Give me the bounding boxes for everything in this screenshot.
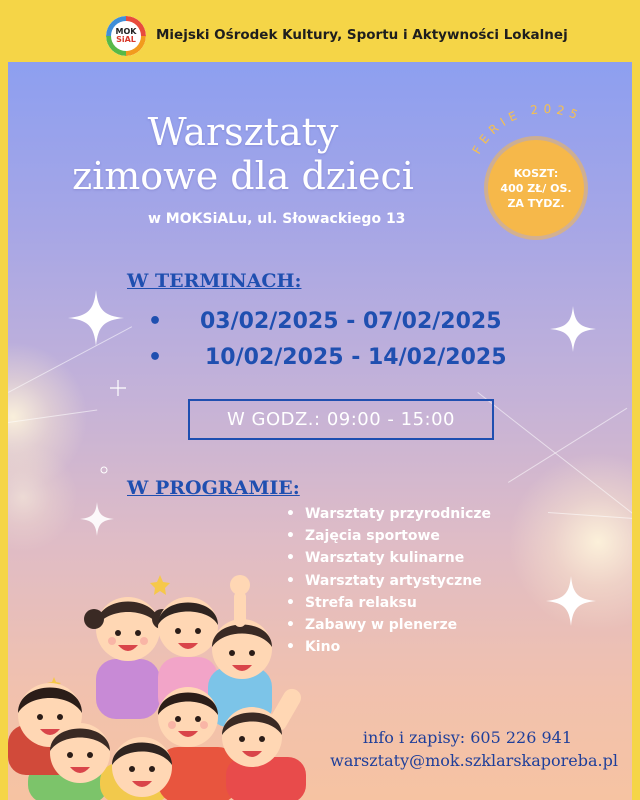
date-range-row <box>148 309 502 334</box>
mok-sial-logo <box>106 16 146 56</box>
program-item: • Warsztaty przyrodnicze <box>286 503 491 525</box>
sparkle-icon <box>80 502 114 536</box>
program-heading: W PROGRAMIE: <box>127 477 300 499</box>
hours-box: W GODZ.: 09:00 - 15:00 <box>188 399 494 440</box>
price-line-2: 400 ZŁ/ OS. <box>500 181 572 195</box>
date-range: 03/02/2025 - 07/02/2025 <box>200 309 502 334</box>
program-item: • Strefa relaksu <box>286 592 491 614</box>
logo-text-line1: MOK <box>115 27 137 36</box>
plus-sparkle-icon <box>110 380 126 396</box>
sparkle-icon <box>550 306 596 352</box>
program-item: • Kino <box>286 636 491 658</box>
price-line-3: ZA TYDZ. <box>507 196 565 210</box>
bullet: • <box>148 345 163 370</box>
event-location: w MOKSiALu, ul. Słowackiego 13 <box>148 211 406 227</box>
date-range-row <box>148 345 507 370</box>
bullet: • <box>148 309 163 334</box>
logo-text-line2: SiAL <box>116 35 136 44</box>
title-line-2: zimowe dla dzieci <box>72 154 414 198</box>
title-line-1: Warsztaty <box>147 110 339 154</box>
dates-heading: W TERMINACH: <box>127 270 302 292</box>
contact-email[interactable]: warsztaty@mok.szklarskaporeba.pl <box>330 751 618 770</box>
header-bar <box>0 0 640 62</box>
program-item: • Zajęcia sportowe <box>286 525 491 547</box>
dot-sparkle-icon <box>100 466 108 474</box>
program-item: • Warsztaty artystyczne <box>286 570 491 592</box>
program-item: • Warsztaty kulinarne <box>286 547 491 569</box>
poster-panel <box>8 62 632 800</box>
contact-phone: info i zapisy: 605 226 941 <box>362 728 572 747</box>
price-badge <box>488 140 584 236</box>
program-item: • Zabawy w plenerze <box>286 614 491 636</box>
organization-name: Miejski Ośrodek Kultury, Sportu i Aktywności Lokalnej <box>156 27 568 43</box>
date-range: 10/02/2025 - 14/02/2025 <box>205 345 507 370</box>
sparkle-icon <box>68 290 124 346</box>
kids-group-illustration <box>8 567 318 800</box>
sparkle-icon <box>546 576 596 626</box>
price-line-1: KOSZT: <box>513 166 559 180</box>
ferie-text: FERIE 2025 <box>469 101 585 157</box>
